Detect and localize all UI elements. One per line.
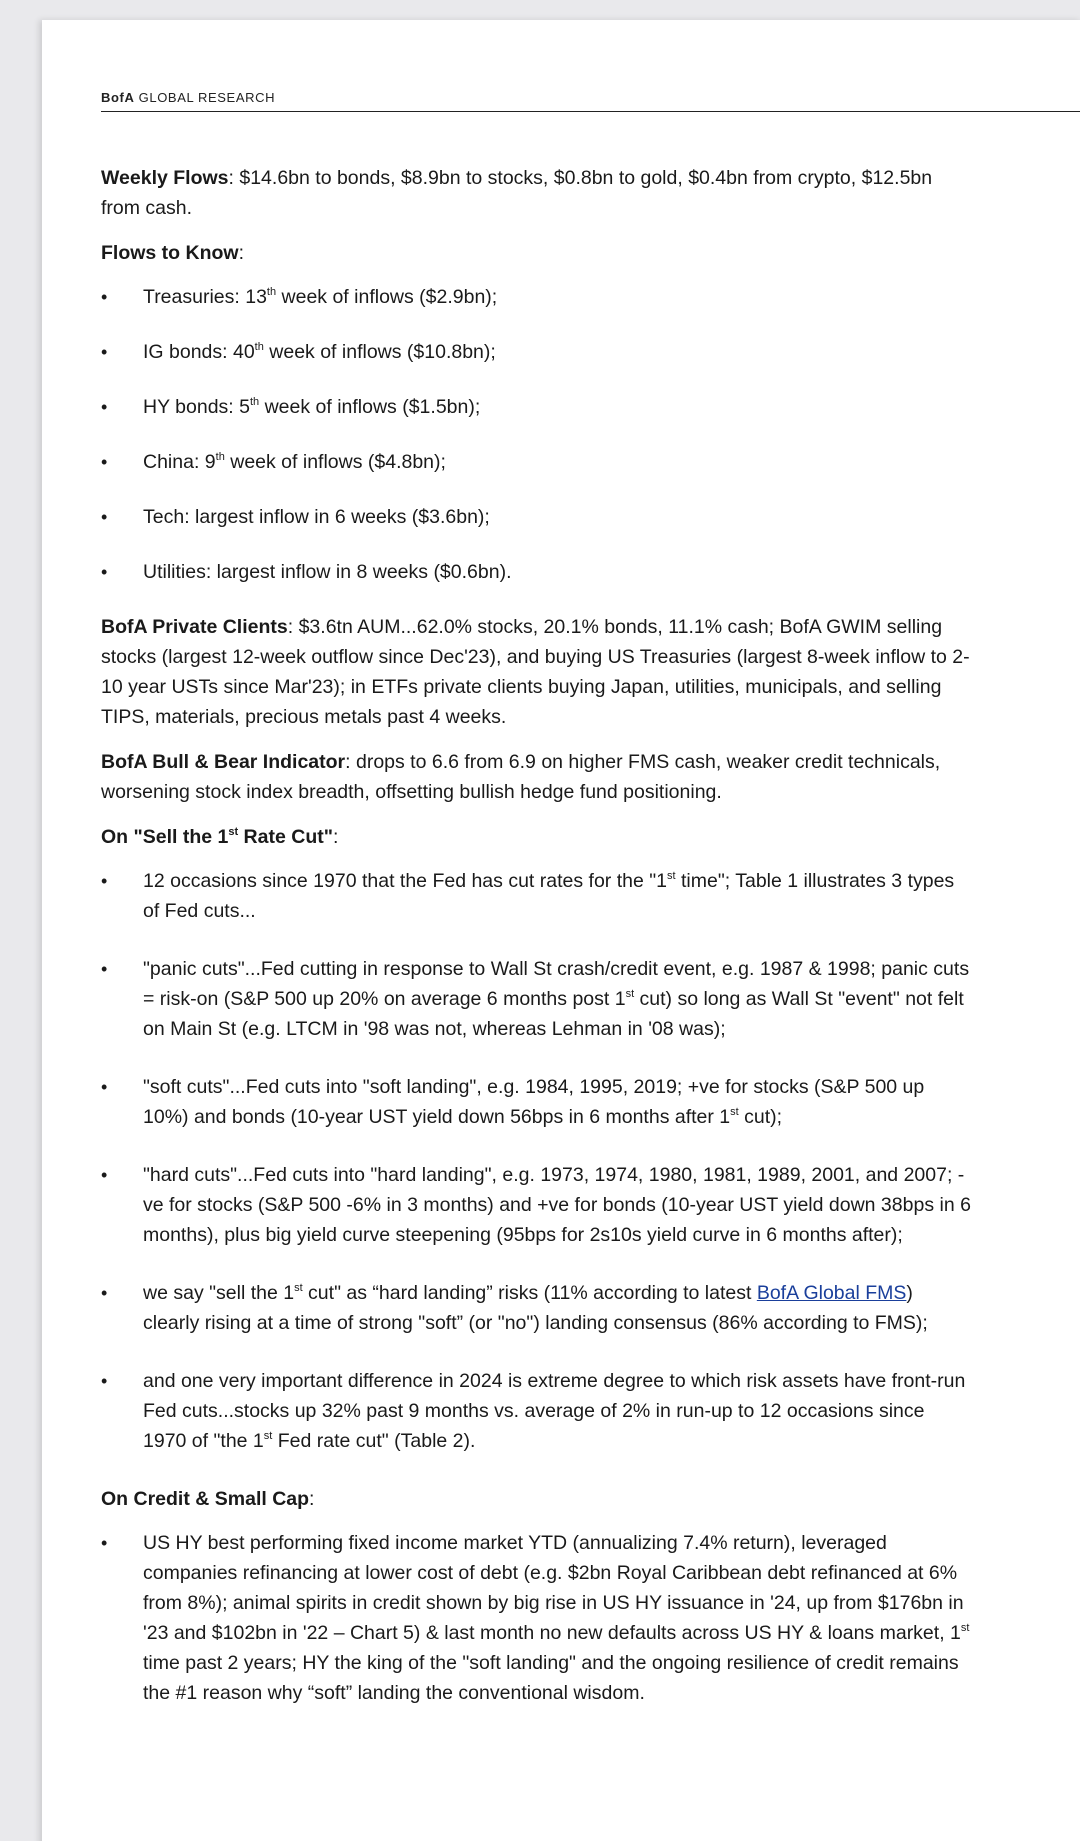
list-item: • and one very important difference in 2024 is extreme degree to which risk assets have front-run Fed cuts...stocks up 32% past 9 months vs. average of 2% in run-up to 12 occasions since 1970 of "the 1st Fed rate cut" (Table 2). — [101, 1366, 971, 1456]
list-item: • "hard cuts"...Fed cuts into "hard landing", e.g. 1973, 1974, 1980, 1981, 1989, 2001, and 2007; -ve for stocks (S&P 500 -6% in 3 months) and +ve for bonds (10-year UST yield down 38bps in 6 months), plus big yield curve steepening (95bps for 2s10s yield curve in 6 months after); — [101, 1160, 971, 1250]
flows-to-know-list — [101, 282, 971, 587]
credit-heading: On Credit & Small Cap: — [101, 1488, 315, 1510]
list-item: • Tech: largest inflow in 6 weeks ($3.6bn); — [101, 502, 971, 532]
list-item: • China: 9th week of inflows ($4.8bn); — [101, 447, 971, 477]
document-body — [101, 163, 971, 1720]
rate-cut-list — [101, 866, 971, 1456]
list-item: • "soft cuts"...Fed cuts into "soft landing", e.g. 1984, 1995, 2019; +ve for stocks (S&P 500 up 10%) and bonds (10-year UST yield down 56bps in 6 months after 1st cut); — [101, 1072, 971, 1132]
private-clients-text: : $3.6tn AUM...62.0% stocks, 20.1% bonds, 11.1% cash; BofA GWIM selling stocks (largest 12-week outflow since Dec'23), and buying US Treasuries (largest 8-week inflow to 2-10 year USTs since Mar'23); in ETFs private clients buying Japan, utilities, municipals, and selling TIPS, materials, precious metals past 4 weeks. — [101, 616, 970, 728]
list-item: • IG bonds: 40th week of inflows ($10.8bn); — [101, 337, 971, 367]
credit-list — [101, 1528, 971, 1708]
weekly-flows-label: Weekly Flows — [101, 167, 229, 189]
private-clients-paragraph — [101, 612, 971, 732]
list-item: • HY bonds: 5th week of inflows ($1.5bn); — [101, 392, 971, 422]
header-title: GLOBAL RESEARCH — [138, 90, 276, 105]
bull-bear-label: BofA Bull & Bear Indicator — [101, 751, 346, 773]
rate-cut-title: On "Sell the 1st Rate Cut" — [101, 826, 333, 848]
flows-to-know-heading: Flows to Know: — [101, 242, 244, 264]
private-clients-label: BofA Private Clients — [101, 616, 288, 638]
header-divider — [101, 111, 1080, 112]
flows-to-know-title: Flows to Know — [101, 242, 239, 264]
rate-cut-heading: On "Sell the 1st Rate Cut": — [101, 826, 339, 848]
list-item: • 12 occasions since 1970 that the Fed has cut rates for the "1st time"; Table 1 illustrates 3 types of Fed cuts... — [101, 866, 971, 926]
weekly-flows-paragraph — [101, 163, 971, 223]
weekly-flows-text: : $14.6bn to bonds, $8.9bn to stocks, $0.8bn to gold, $0.4bn from crypto, $12.5bn from cash. — [101, 167, 933, 219]
bofa-global-fms-link[interactable]: BofA Global FMS — [756, 1282, 907, 1304]
list-item: • Treasuries: 13th week of inflows ($2.9bn); — [101, 282, 971, 312]
list-item: • US HY best performing fixed income market YTD (annualizing 7.4% return), leveraged companies refinancing at lower cost of debt (e.g. $2bn Royal Caribbean debt refinanced at 6% from 8%); animal spirits in credit shown by big rise in US HY issuance in '24, up from $176bn in '23 and $102bn in '22 – Chart 5) & last month no new defaults across US HY & loans market, 1st time past 2 years; HY the king of the "soft landing" and the ongoing resilience of credit remains the #1 reason why “soft” landing the conventional wisdom. — [101, 1528, 971, 1708]
header-brand: BofA — [101, 90, 135, 105]
page-header — [101, 90, 275, 105]
list-item: • we say "sell the 1st cut" as “hard landing” risks (11% according to latest BofA Global FMS) clearly rising at a time of strong "soft” (or "no") landing consensus (86% according to FMS); — [101, 1278, 971, 1338]
list-item: • "panic cuts"...Fed cutting in response to Wall St crash/credit event, e.g. 1987 & 1998; panic cuts = risk-on (S&P 500 up 20% on average 6 months post 1st cut) so long as Wall St "event" not felt on Main St (e.g. LTCM in '98 was not, whereas Lehman in '08 was); — [101, 954, 971, 1044]
document-page — [42, 20, 1080, 1841]
list-item: • Utilities: largest inflow in 8 weeks ($0.6bn). — [101, 557, 971, 587]
bull-bear-paragraph — [101, 747, 971, 807]
bull-bear-text: : drops to 6.6 from 6.9 on higher FMS cash, weaker credit technicals, worsening stock index breadth, offsetting bullish hedge fund positioning. — [101, 751, 941, 803]
credit-title: On Credit & Small Cap — [101, 1488, 310, 1510]
